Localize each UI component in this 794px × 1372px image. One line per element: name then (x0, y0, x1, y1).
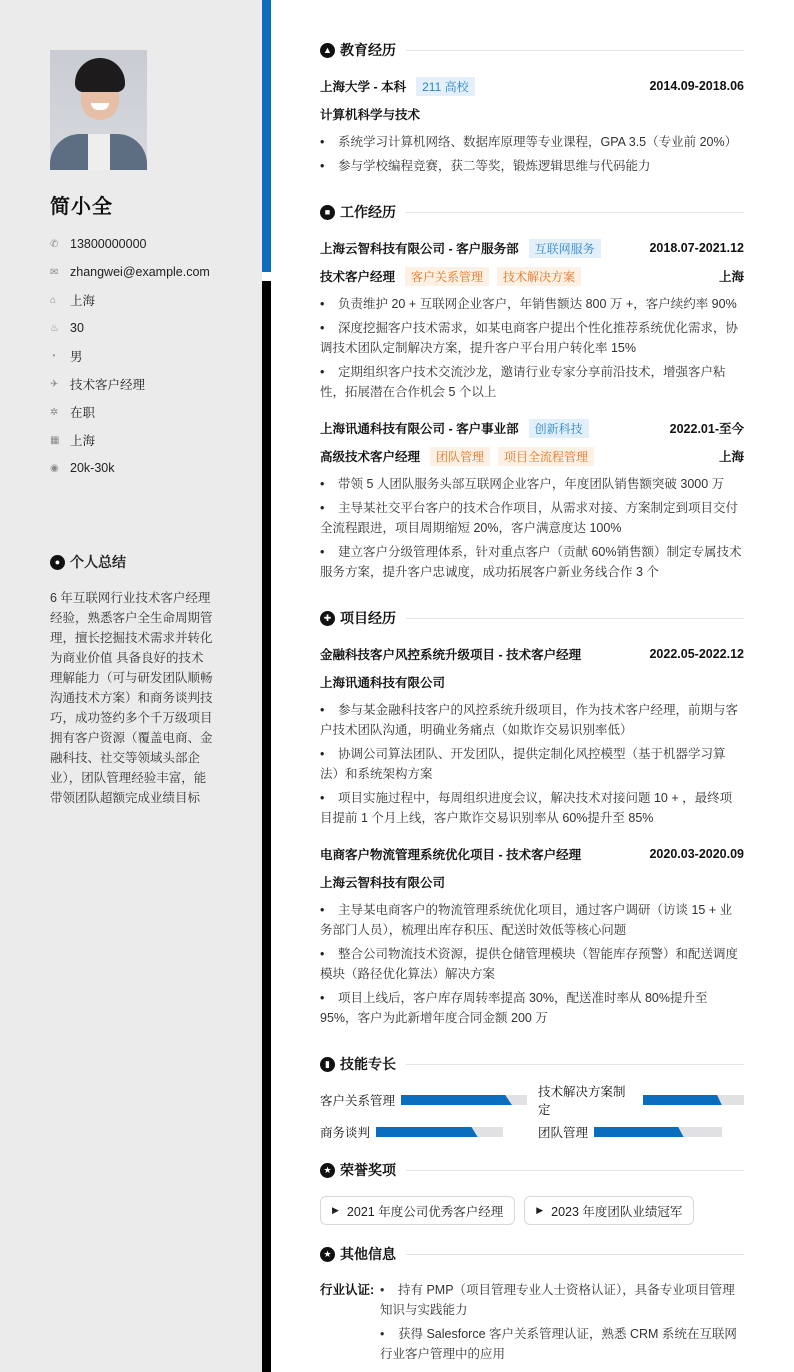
candidate-name: 简小全 (50, 196, 113, 218)
list-item: • 参与某金融科技客户的风控系统升级项目，作为技术客户经理，前期与客户技术团队沟通，明确业务痛点（如欺诈交易识别率低） (320, 700, 744, 740)
info-icon: ★ (320, 1247, 335, 1262)
grid-icon: ✚ (320, 611, 335, 626)
skill-tag: 团队管理 (430, 447, 490, 466)
job-2-role: 高级技术客户经理 团队管理 项目全流程管理 上海 (320, 446, 744, 466)
status-icon: ✲ (50, 406, 59, 418)
graduation-cap-icon: ▲ (320, 43, 335, 58)
education-heading: ▲ 教育经历 (320, 40, 744, 60)
list-item: • 主导某社交平台客户的技术合作项目，从需求对接、方案制定到项目交付全流程跟进，项目周期缩短 20%，客户满意度达 100% (320, 498, 744, 538)
accent-bar-blue (262, 0, 271, 272)
list-item: • 定期组织客户技术交流沙龙，邀请行业专家分享前沿技术，增强客户粘性，拓展潜在合作机会 5 个以上 (320, 362, 744, 402)
mail-icon: ✉ (50, 266, 59, 278)
certifications-list (380, 1280, 744, 1368)
info-gender: ◔ 男 (50, 350, 83, 364)
play-triangle-icon: ▶ (332, 1205, 339, 1215)
list-item: • 协调公司算法团队、开发团队，提供定制化风控模型（基于机器学习算法）和系统架构方案 (320, 744, 744, 784)
project-1-header: 金融科技客户风控系统升级项目 - 技术客户经理 2022.05-2022.12 (320, 647, 744, 662)
info-position: ✈ 技术客户经理 (50, 378, 146, 392)
user-icon: ● (50, 555, 65, 570)
other-heading: ★ 其他信息 (320, 1244, 744, 1264)
list-item: • 项目上线后，客户库存周转率提高 30%，配送准时率从 80%提升至 95%，客户为此新增年度合同金额 200 万 (320, 988, 744, 1028)
job-date: 2022.01-至今 (669, 422, 744, 436)
info-age: ♨ 30 (50, 321, 84, 335)
home-icon: ⌂ (50, 294, 57, 306)
list-item: • 获得 Salesforce 客户关系管理认证，熟悉 CRM 系统在互联网行业客户管理中的应用 (380, 1324, 744, 1364)
skill-bar (643, 1095, 744, 1105)
skill-item: 团队管理 (538, 1122, 722, 1142)
briefcase-icon: ■ (320, 205, 335, 220)
skill-item: 商务谈判 (320, 1122, 503, 1142)
list-item: • 整合公司物流技术资源，提供仓储管理模块（智能库存预警）和配送调度模块（路径优化算法）解决方案 (320, 944, 744, 984)
gender-icon: ◔ (50, 350, 57, 362)
awards-list (320, 1196, 694, 1225)
job-2-bullets (320, 474, 744, 586)
summary-heading: ● 个人总结 (50, 552, 126, 572)
award-icon: ★ (320, 1163, 335, 1178)
skills-grid (320, 1085, 744, 1150)
skill-bar (376, 1127, 503, 1137)
job-date: 2018.07-2021.12 (649, 241, 744, 255)
info-email: ✉ zhangwei@example.com (50, 265, 210, 279)
skill-bar-fill (643, 1095, 722, 1105)
major: 计算机科学与技术 (320, 108, 421, 122)
job-1-bullets (320, 294, 744, 406)
project-2-bullets (320, 900, 744, 1032)
work-heading: ■ 工作经历 (320, 202, 744, 222)
info-work-city: ▦ 上海 (50, 434, 96, 448)
info-status: ✲ 在职 (50, 406, 96, 420)
skill-item: 技术解决方案制定 (538, 1090, 744, 1110)
skill-tag: 技术解决方案 (497, 267, 581, 286)
projects-heading: ✚ 项目经历 (320, 608, 744, 628)
job-city: 上海 (718, 450, 744, 464)
accent-bar-black (262, 281, 271, 1372)
position-icon: ✈ (50, 378, 59, 390)
skill-item: 客户关系管理 (320, 1090, 527, 1110)
school-name: 上海大学 - 本科 (320, 80, 407, 94)
skill-tag: 项目全流程管理 (498, 447, 594, 466)
phone-icon: ✆ (50, 238, 59, 250)
list-item: • 系统学习计算机网络、数据库原理等专业课程，GPA 3.5（专业前 20%） (320, 132, 744, 152)
industry-tag: 互联网服务 (529, 239, 601, 258)
major-row (320, 104, 744, 124)
project-date: 2020.03-2020.09 (649, 847, 744, 861)
skill-tag: 客户关系管理 (405, 267, 489, 286)
list-item: • 负责维护 20 + 互联网企业客户，年销售额达 800 万 +，客户续约率 90% (320, 294, 744, 314)
school-tag: 211 高校 (416, 77, 474, 96)
job-1-role: 技术客户经理 客户关系管理 技术解决方案 上海 (320, 266, 744, 286)
job-city: 上海 (718, 270, 744, 284)
skill-bar-fill (594, 1127, 684, 1137)
list-item: • 项目实施过程中，每周组织进度会议，解决技术对接问题 10 + ，最终项目提前 1 个月上线，客户欺诈交易识别率从 60%提升至 85% (320, 788, 744, 828)
job-2-header: 上海讯通科技有限公司 - 客户事业部 创新科技 2022.01-至今 (320, 418, 744, 438)
project-2-header: 电商客户物流管理系统优化项目 - 技术客户经理 2020.03-2020.09 (320, 847, 744, 862)
skill-bar-fill (401, 1095, 512, 1105)
education-bullets (320, 132, 744, 180)
list-item: • 持有 PMP（项目管理专业人士资格认证），具备专业项目管理知识与实践能力 (380, 1280, 744, 1320)
list-item: • 深度挖掘客户技术需求，如某电商客户提出个性化推荐系统优化需求，协调技术团队定制解决方案，提升客户平台用户转化率 15% (320, 318, 744, 358)
info-salary: ◉ 20k-30k (50, 461, 115, 475)
info-phone: ✆ 13800000000 (50, 237, 147, 251)
list-item: • 带领 5 人团队服务头部互联网企业客户，年度团队销售额突破 3000 万 (320, 474, 744, 494)
certifications (320, 1280, 744, 1368)
age-icon: ♨ (50, 322, 59, 334)
info-location: ⌂ 上海 (50, 294, 96, 308)
education-date: 2014.09-2018.06 (649, 79, 744, 93)
list-item: • 建立客户分级管理体系，针对重点客户（贡献 60%销售额）制定专属技术服务方案，提升客户忠诚度，成功拓展客户新业务线合作 3 个 (320, 542, 744, 582)
skill-bar-fill (376, 1127, 478, 1137)
job-1-header: 上海云智科技有限公司 - 客户服务部 互联网服务 2018.07-2021.12 (320, 238, 744, 258)
skill-bar (594, 1127, 722, 1137)
building-icon: ▦ (50, 434, 60, 446)
industry-tag: 创新科技 (529, 419, 589, 438)
skills-heading: ▮ 技能专长 (320, 1054, 744, 1074)
bar-chart-icon: ▮ (320, 1057, 335, 1072)
list-item: • 参与学校编程竞赛，获二等奖，锻炼逻辑思维与代码能力 (320, 156, 744, 176)
project-2-company: 上海云智科技有限公司 (320, 876, 446, 890)
award-chip: ▶ 2021 年度公司优秀客户经理 (320, 1196, 515, 1225)
avatar-photo (50, 50, 147, 170)
skill-bar (401, 1095, 527, 1105)
award-chip: ▶ 2023 年度团队业绩冠军 (524, 1196, 694, 1225)
summary-text: 6 年互联网行业技术客户经理经验，熟悉客户全生命周期管理，擅长挖掘技术需求并转化为商业价值 具备良好的技术理解能力（可与研发团队顺畅沟通技术方案）和商务谈判技巧，成功签约多个千万级项目 拥有客户资源（覆盖电商、金融科技、社交等领域头部企业），团队管理经验丰富，能带领团队超额完成业绩目标 (50, 591, 213, 805)
certifications-label: 行业认证: (320, 1283, 375, 1297)
awards-heading: ★ 荣誉奖项 (320, 1160, 744, 1180)
project-1-bullets (320, 700, 744, 832)
project-1-company: 上海讯通科技有限公司 (320, 676, 446, 690)
contact-info-list (50, 230, 250, 482)
salary-icon: ◉ (50, 462, 59, 474)
project-date: 2022.05-2022.12 (649, 647, 744, 661)
education-row (320, 76, 744, 96)
list-item: • 主导某电商客户的物流管理系统优化项目，通过客户调研（访谈 15 + 业务部门人员），梳理出库存积压、配送时效低等核心问题 (320, 900, 744, 940)
play-triangle-icon: ▶ (536, 1205, 544, 1215)
